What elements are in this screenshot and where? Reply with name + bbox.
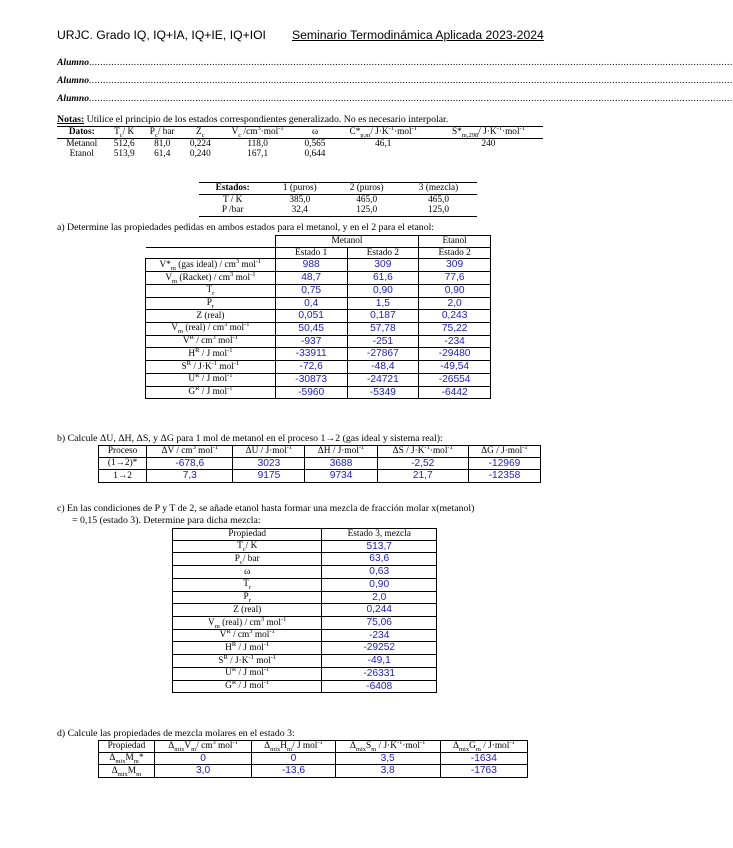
table-cell: 125,0 — [428, 205, 449, 216]
answer-cell[interactable]: 0,4 — [275, 297, 347, 310]
row-label: $G^R$ / J mol$^{-1}$ — [173, 680, 322, 693]
answer-cell[interactable]: 77,6 — [419, 272, 491, 285]
table-cell: 385,0 — [289, 194, 311, 205]
answer-cell[interactable]: 3,5 — [335, 752, 440, 765]
part-a-text: a) Determine las propiedades pedidas en ambos estados para el metanol, y en el 2 para el etanol: — [57, 222, 435, 233]
answer-cell[interactable]: 9734 — [305, 470, 377, 483]
table-cell: Metanol — [66, 138, 98, 149]
row-label: $P_r$ — [146, 297, 276, 310]
table-row — [57, 149, 543, 160]
student-line-3[interactable]: Alumno...................................................................................................................................................................................................................................... — [57, 93, 733, 104]
table-row — [173, 680, 437, 693]
col-header: $\Delta_{mix}H_m/$ J mol$^{-1}$ — [252, 741, 335, 753]
answer-cell[interactable]: 0 — [154, 752, 252, 765]
table-row — [146, 284, 491, 297]
part-d-text: d) Calcule las propiedades de mezcla molares en el estado 3: — [57, 728, 295, 739]
group-header-etanol: Etanol — [419, 236, 491, 248]
table-cell: 512,6 — [113, 138, 135, 149]
answer-cell[interactable]: -13,6 — [252, 765, 335, 778]
table-row — [173, 591, 437, 604]
data-col-header: $V_c$ $/cm^3\cdot mol^{-1}$ — [231, 124, 284, 139]
table-row — [199, 194, 477, 205]
row-label: $V^R / cm^3$ mol$^{-1}$ — [173, 629, 322, 642]
table-cell: 465,0 — [356, 194, 378, 205]
table-cell: 0,565 — [304, 138, 326, 149]
answer-cell[interactable]: 0,63 — [322, 566, 437, 579]
student-line-1[interactable]: Alumno...................................................................................................................................................................................................................................... — [57, 57, 733, 68]
part-c-text-2: = 0,15 (estado 3). Determine para dicha mezcla: — [72, 515, 261, 526]
answer-cell[interactable]: 21,7 — [377, 470, 468, 483]
col-header: ΔV / $cm^3$ mol$^{-1}$ — [147, 446, 233, 458]
header-left: URJC. Grado IQ, IQ+IA, IQ+IE, IQ+IOI — [57, 28, 266, 42]
part-c-table — [172, 528, 437, 693]
answer-cell[interactable]: -234 — [322, 629, 437, 642]
row-label: (1→2)* — [99, 457, 147, 470]
part-c-text-1: c) En las condiciones de P y T de 2, se añade etanol hasta formar una mezcla de fracción molar x(metanol) — [57, 503, 475, 514]
row-label: ω — [173, 566, 322, 579]
table-cell: T / K — [222, 194, 243, 205]
answer-cell[interactable]: -5960 — [275, 386, 347, 399]
table-row — [199, 205, 477, 216]
table-cell: 61,4 — [154, 149, 171, 160]
answer-cell[interactable]: -234 — [419, 335, 491, 348]
answer-cell[interactable]: -49,1 — [322, 655, 437, 668]
row-label: $H^R$ / J mol$^{-1}$ — [146, 348, 276, 361]
notes: Notas: Utilice el principio de los estados correspondientes generalizado. No es necesario interpolar. — [57, 114, 449, 125]
states-table-header — [199, 183, 477, 195]
data-col-header: $T_c/$ K — [114, 127, 135, 139]
row-label: Z (real) — [173, 604, 322, 617]
empty-cell — [146, 236, 276, 248]
answer-cell[interactable]: -12358 — [468, 470, 540, 483]
row-label: $U^R$ / J mol$^{-1}$ — [173, 667, 322, 680]
data-col-header: $Z_c$ — [195, 127, 205, 139]
table-row — [146, 310, 491, 323]
table-cell: 513,9 — [113, 149, 135, 160]
col-header: Propiedad — [173, 529, 322, 541]
row-label: $G^R$ / J mol$^{-1}$ — [146, 386, 276, 399]
table-row — [173, 667, 437, 680]
row-label: $\Delta_{mix}M_m$ — [99, 765, 155, 778]
part-b-table — [98, 445, 541, 483]
answer-cell[interactable]: 3,8 — [335, 765, 440, 778]
table-row — [99, 470, 541, 483]
table-row — [146, 348, 491, 361]
part-d-table — [98, 740, 528, 778]
answer-cell[interactable]: -937 — [275, 335, 347, 348]
answer-cell[interactable]: 61,6 — [347, 272, 419, 285]
answer-cell[interactable]: -5349 — [347, 386, 419, 399]
answer-cell[interactable]: -49,54 — [419, 361, 491, 374]
answer-cell[interactable]: 3688 — [305, 457, 377, 470]
table-row — [146, 322, 491, 335]
table-row — [146, 259, 491, 272]
group-header-metanol: Metanol — [275, 236, 418, 248]
row-label: $V_m$ (Racket) / $cm^3$ mol$^{-1}$ — [146, 272, 276, 285]
table-cell — [333, 149, 434, 160]
col-header: $\Delta_{mix}G_m / J\cdot mol^{-1}$ — [440, 741, 527, 753]
row-label: $P_r$ — [173, 591, 322, 604]
answer-cell[interactable]: 309 — [347, 259, 419, 272]
answer-cell[interactable]: 2,0 — [419, 297, 491, 310]
row-label: $V*_m$ (gas ideal) / $cm^3$ mol$^{-1}$ — [146, 259, 276, 272]
answer-cell[interactable]: 0,90 — [322, 578, 437, 591]
data-col-header: $S*_{m,298}/$ $J\cdot K^{-1}\cdot mol^{-1}$ — [451, 124, 525, 139]
table-row — [173, 604, 437, 617]
table-row — [99, 752, 528, 765]
table-row — [57, 138, 543, 149]
table-cell: P /bar — [221, 205, 244, 216]
answer-cell[interactable]: -2,52 — [377, 457, 468, 470]
header-right: Seminario Termodinámica Aplicada 2023-2024 — [292, 28, 544, 42]
row-label: $V^R / cm^3$ mol$^{-1}$ — [146, 335, 276, 348]
answer-cell[interactable]: 0,90 — [347, 284, 419, 297]
table-cell: 0,644 — [304, 149, 326, 160]
states-col-header: Estados: — [215, 183, 250, 193]
col-header: Estado 2 — [347, 247, 419, 259]
table-cell: 0,224 — [189, 138, 211, 149]
col-header: Propiedad — [99, 741, 155, 753]
table-cell: 125,0 — [356, 205, 378, 216]
row-label: $T_r$ — [146, 284, 276, 297]
row-label: $T_r$ — [173, 578, 322, 591]
row-label: $S^R / J\cdot K^{-1}$ mol$^{-1}$ — [173, 655, 322, 668]
part-b-header — [99, 446, 541, 458]
states-table — [199, 182, 477, 217]
answer-cell[interactable]: -678,6 — [147, 457, 233, 470]
table-row — [146, 297, 491, 310]
answer-cell[interactable]: -26331 — [322, 667, 437, 680]
col-header: $\Delta_{mix}V_m/$ $cm^3$ mol$^{-1}$ — [154, 741, 252, 753]
data-col-header: ω — [311, 127, 319, 137]
table-row — [173, 629, 437, 642]
answer-cell[interactable]: -251 — [347, 335, 419, 348]
student-line-2[interactable]: Alumno...................................................................................................................................................................................................................................... — [57, 75, 733, 86]
states-col-header: 2 (puros) — [349, 183, 384, 193]
row-label: $\Delta_{mix}M_m*$ — [99, 752, 155, 765]
col-header: Estado 2 — [419, 247, 491, 259]
answer-cell[interactable]: 2,0 — [322, 591, 437, 604]
answer-cell[interactable]: 57,78 — [347, 322, 419, 335]
table-cell: 46,1 — [375, 138, 392, 149]
answer-cell[interactable]: -26554 — [419, 373, 491, 386]
answer-cell[interactable]: -29252 — [322, 642, 437, 655]
answer-cell[interactable]: 309 — [419, 259, 491, 272]
col-header: ΔH / J·mol$^{-1}$ — [305, 446, 377, 458]
table-row — [146, 386, 491, 399]
answer-cell[interactable]: 988 — [275, 259, 347, 272]
table-cell: 0,240 — [189, 149, 211, 160]
answer-cell[interactable]: 75,22 — [419, 322, 491, 335]
answer-cell[interactable]: 0,051 — [275, 310, 347, 323]
answer-cell[interactable]: -27867 — [347, 348, 419, 361]
row-label: Z (real) — [146, 310, 276, 323]
table-row — [99, 457, 541, 470]
answer-cell[interactable]: -6442 — [419, 386, 491, 399]
answer-cell[interactable]: 9175 — [233, 470, 305, 483]
data-col-header: Datos: — [68, 127, 95, 137]
table-row — [173, 540, 437, 553]
row-label: $T_c/$ K — [173, 540, 322, 553]
table-row — [173, 553, 437, 566]
data-col-header: $C*_{p,m}/$ $J\cdot K^{-1}\cdot mol^{-1}$ — [349, 124, 418, 139]
answer-cell[interactable]: 0,243 — [419, 310, 491, 323]
table-cell — [434, 149, 543, 160]
row-label: $H^R$ / J mol$^{-1}$ — [173, 642, 322, 655]
answer-cell[interactable]: 0 — [252, 752, 335, 765]
answer-cell[interactable]: 48,7 — [275, 272, 347, 285]
row-label: $U^R$ / J mol$^{-1}$ — [146, 373, 276, 386]
table-row — [173, 578, 437, 591]
answer-cell[interactable]: 63,6 — [322, 553, 437, 566]
answer-cell[interactable]: -6408 — [322, 680, 437, 693]
answer-cell[interactable]: -48,4 — [347, 361, 419, 374]
row-label: $S^R / J\cdot K^{-1}$ mol$^{-1}$ — [146, 361, 276, 374]
col-header: ΔU / J·mol$^{-1}$ — [233, 446, 305, 458]
answer-cell[interactable]: -72,6 — [275, 361, 347, 374]
table-row — [99, 765, 528, 778]
table-cell: 465,0 — [428, 194, 449, 205]
table-row — [146, 272, 491, 285]
col-header: $\Delta S / J\cdot K^{-1}\cdot mol^{-1}$ — [377, 446, 468, 458]
col-header: Proceso — [99, 446, 147, 458]
data-table — [57, 126, 543, 160]
answer-cell[interactable]: 3,0 — [154, 765, 252, 778]
col-header: Estado 3, mezcla — [322, 529, 437, 541]
states-col-header: 1 (puros) — [282, 183, 317, 193]
table-cell: 118,0 — [247, 138, 268, 149]
answer-cell[interactable]: 0,90 — [419, 284, 491, 297]
row-label: $V_m$ (real) / $cm^3$ mol$^{-1}$ — [146, 322, 276, 335]
answer-cell[interactable]: 3023 — [233, 457, 305, 470]
answer-cell[interactable]: -1763 — [440, 765, 527, 778]
part-a-table — [145, 235, 491, 399]
col-header: ΔG / J·mol$^{-1}$ — [468, 446, 540, 458]
table-cell: 167,1 — [247, 149, 269, 160]
answer-cell[interactable]: 7,3 — [147, 470, 233, 483]
row-label: $P_c/$ bar — [173, 553, 322, 566]
answer-cell[interactable]: -30873 — [275, 373, 347, 386]
table-cell: 32,4 — [291, 205, 308, 216]
table-row — [173, 566, 437, 579]
part-d-header — [99, 741, 528, 753]
table-cell: 81,0 — [154, 138, 171, 149]
table-row — [173, 617, 437, 630]
table-cell: Etanol — [69, 149, 94, 160]
part-b-text: b) Calcule ΔU, ΔH, ΔS, y ΔG para 1 mol de metanol en el proceso 1→2 (gas ideal y sistema real): — [57, 433, 443, 444]
states-col-header: 3 (mezcla) — [418, 183, 459, 193]
table-cell: 240 — [481, 138, 496, 149]
answer-cell[interactable]: 1,5 — [347, 297, 419, 310]
answer-cell[interactable]: -24721 — [347, 373, 419, 386]
col-header: Estado 1 — [275, 247, 347, 259]
answer-cell[interactable]: 75,06 — [322, 617, 437, 630]
col-header: $\Delta_{mix}S_m / J\cdot K^{-1}\cdot mol^{-1}$ — [335, 741, 440, 753]
answer-cell[interactable]: -29480 — [419, 348, 491, 361]
data-table-header — [57, 127, 543, 139]
answer-cell[interactable]: 50,45 — [275, 322, 347, 335]
table-row — [173, 655, 437, 668]
answer-cell[interactable]: -12969 — [468, 457, 540, 470]
part-c-header — [173, 529, 437, 541]
answer-cell[interactable]: 0,244 — [322, 604, 437, 617]
answer-cell[interactable]: 0,187 — [347, 310, 419, 323]
answer-cell[interactable]: -1634 — [440, 752, 527, 765]
answer-cell[interactable]: -33911 — [275, 348, 347, 361]
answer-cell[interactable]: 513,7 — [322, 540, 437, 553]
answer-cell[interactable]: 0,75 — [275, 284, 347, 297]
row-label: $V_m$ (real) / $cm^3$ mol$^{-1}$ — [173, 617, 322, 630]
table-row — [173, 642, 437, 655]
data-col-header: $P_c/$ bar — [149, 127, 175, 139]
row-label: 1→2 — [99, 470, 147, 483]
